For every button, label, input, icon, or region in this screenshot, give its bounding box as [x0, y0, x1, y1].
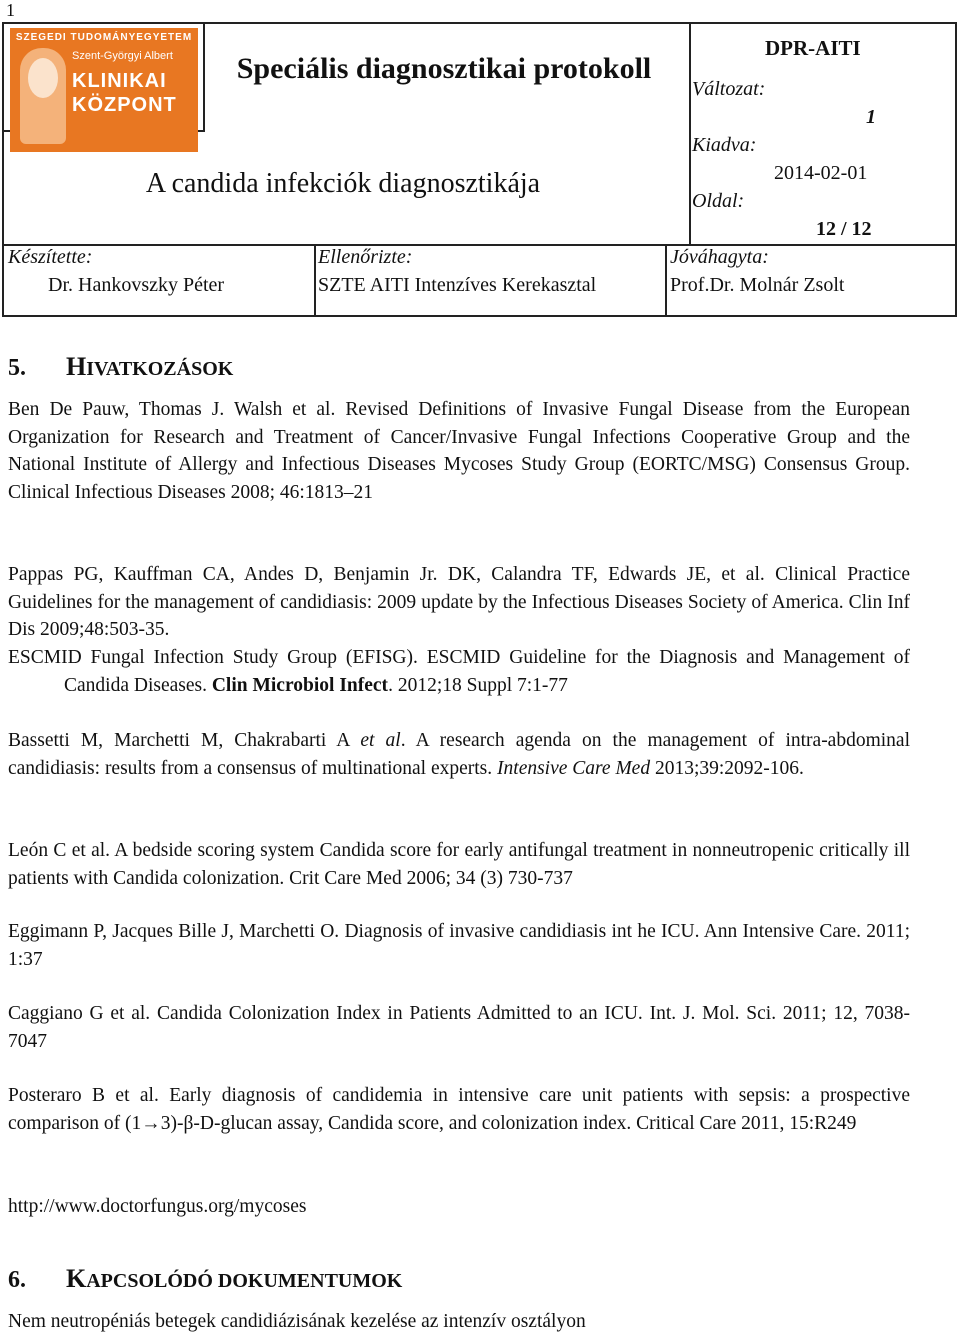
version-value: 1 — [866, 106, 876, 128]
divider — [314, 244, 316, 317]
document-code: DPR-AITI — [765, 36, 861, 60]
checked-value: SZTE AITI Intenzíves Kerekasztal — [318, 274, 597, 296]
section-heading-related-documents: 6. KAPCSOLÓDÓ DOKUMENTUMOK — [8, 1264, 403, 1293]
approved-label: Jóváhagyta: — [670, 246, 769, 268]
reference-item: Eggimann P, Jacques Bille J, Marchetti O. Diagnosis of invasive candidiasis int he ICU. Ann Intensive Care. 2011; 1:37 — [8, 921, 910, 970]
reference-link[interactable]: http://www.doctorfungus.org/mycoses — [8, 1196, 307, 1217]
divider — [689, 24, 691, 246]
version-label: Változat: — [692, 78, 766, 100]
reference-item: León C et al. A bedside scoring system Candida score for early antifungal treatment in nonneutropenic critically ill patients with Candida colonization. Crit Care Med 2006; 34 (3) 730-737 — [8, 840, 910, 889]
reference-item: Ben De Pauw, Thomas J. Walsh et al. Revised Definitions of Invasive Fungal Disease from the European Organization for Research and Treatment of Cancer/Invasive Fungal Infections Cooperative Group and the National Institute of Allergy and Infectious Diseases Mycoses Study Group (EORTC/MSG) Consensus Group. Clinical Infectious Diseases 2008; 46:1813–21 — [8, 399, 910, 503]
reference-item: Bassetti M, Marchetti M, Chakrabarti A et al. A research agenda on the management of intra-abdominal candidiasis: results from a consensus of multinational experts. Intensive Care Med 2013;39:2092-106. — [8, 730, 910, 779]
checked-label: Ellenőrizte: — [318, 246, 413, 268]
reference-item: ESCMID Fungal Infection Study Group (EFISG). ESCMID Guideline for the Diagnosis and Management of Candida Diseases. Clin Microbiol Infect. 2012;18 Suppl 7:1-77 — [8, 647, 910, 696]
prepared-value: Dr. Hankovszky Péter — [48, 274, 225, 296]
prepared-label: Készítette: — [8, 246, 93, 268]
document-subtitle: A candida infekciók diagnosztikája — [145, 168, 541, 199]
reference-item: Posteraro B et al. Early diagnosis of candidemia in intensive care unit patients with sepsis: a prospective comparison of (1→3)-β-D-glucan assay, Candida score, and colonization index. Critical Care 2011, 15:R249 — [8, 1085, 910, 1134]
portrait-icon — [20, 48, 66, 144]
section-heading-references: 5. HIVATKOZÁSOK — [8, 352, 234, 381]
university-logo: SZEGEDI TUDOMÁNYEGYETEM Szent-Györgyi Albert KLINIKAI KÖZPONT — [10, 28, 198, 152]
reference-item: Pappas PG, Kauffman CA, Andes D, Benjamin Jr. DK, Calandra TF, Edwards JE, et al. Clinical Practice Guidelines for the management of candidiasis: 2009 update by the Infectious Diseases Society of America. Clin Inf Dis 2009;48:503-35. — [8, 564, 910, 641]
page-value: 12 / 12 — [816, 218, 872, 240]
related-document: Nem neutropéniás betegek candidiázisának kezelése az intenzív osztályon — [8, 1311, 586, 1332]
approved-value: Prof.Dr. Molnár Zsolt — [670, 274, 845, 296]
page-label: Oldal: — [692, 190, 745, 212]
issued-value: 2014-02-01 — [774, 162, 868, 184]
divider — [665, 244, 667, 317]
issued-label: Kiadva: — [692, 134, 757, 156]
document-title: Speciális diagnosztikai protokoll — [236, 52, 652, 85]
divider — [4, 244, 955, 246]
page-number: 1 — [6, 0, 15, 20]
reference-item: Caggiano G et al. Candida Colonization Index in Patients Admitted to an ICU. Int. J. Mol. Sci. 2011; 12, 7038-7047 — [8, 1003, 910, 1052]
